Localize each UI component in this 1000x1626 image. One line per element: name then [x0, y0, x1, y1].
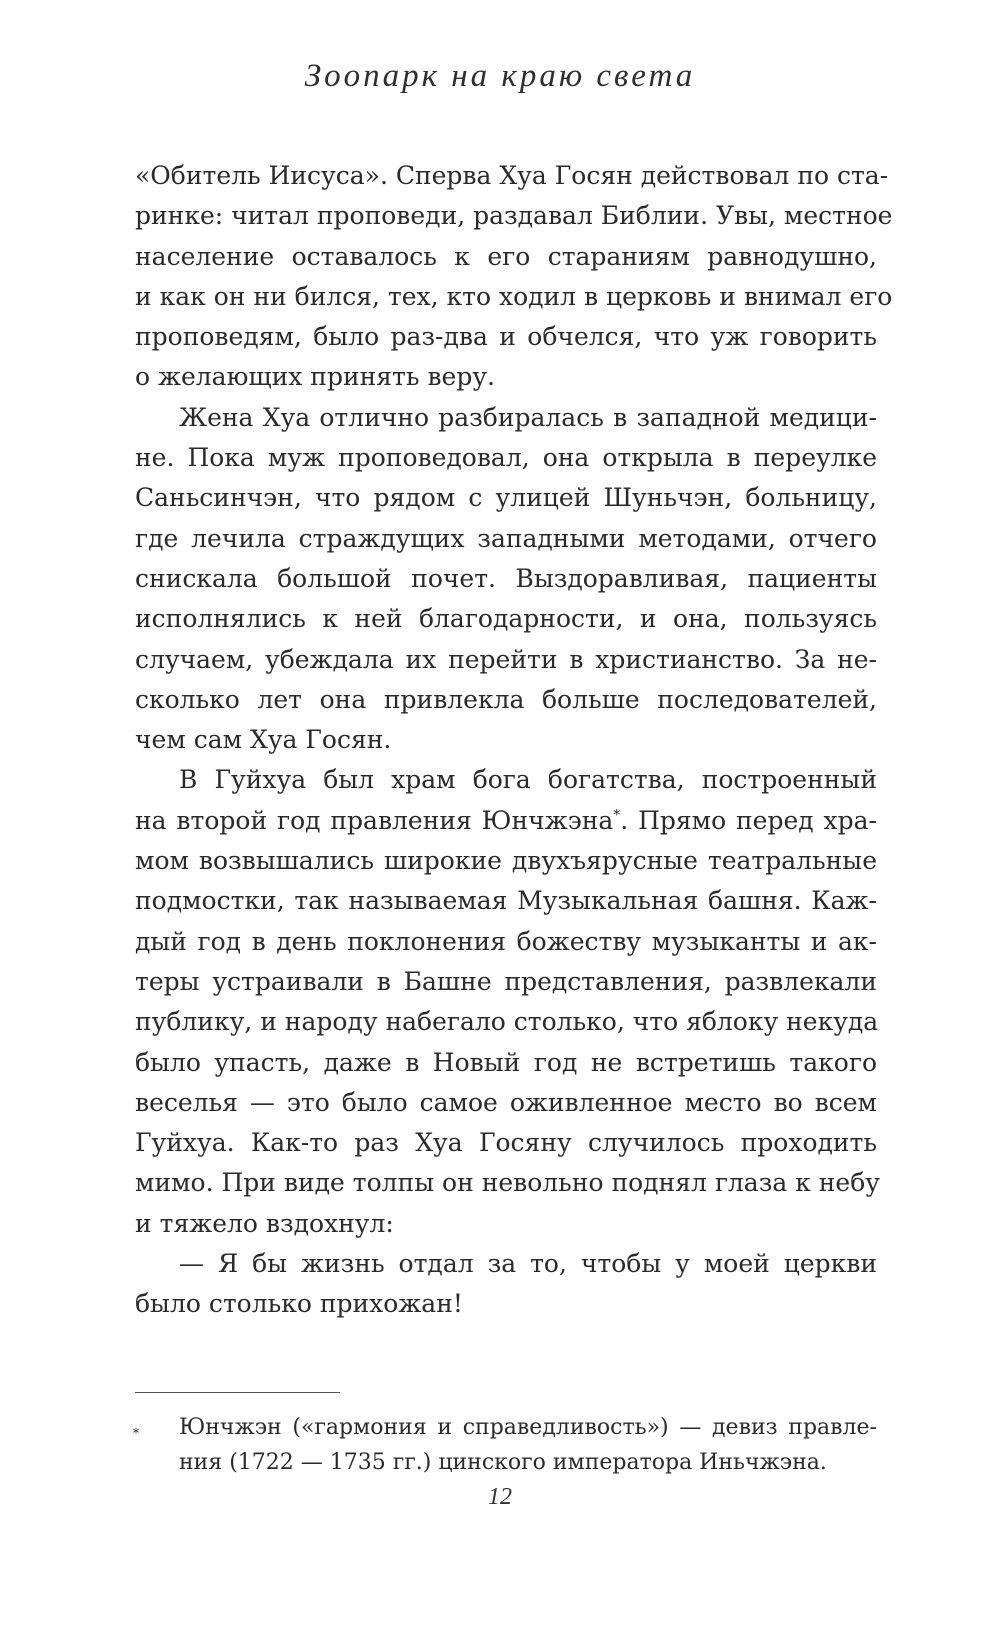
footnote-divider: [135, 1392, 340, 1393]
text-line: было столько прихожан!: [135, 1289, 463, 1319]
text-line: Жена Хуа отлично разбиралась в западной медици-: [179, 402, 877, 432]
text-line: случаем, убеждала их перейти в христианство. За не-: [135, 644, 877, 674]
text-line: было упасть, даже в Новый год не встретишь такого: [135, 1047, 877, 1077]
footnote-reference-mark: *: [613, 807, 621, 824]
text-line: и тяжело вздохнул:: [135, 1208, 394, 1238]
text-line: и как он ни бился, тех, кто ходил в церковь и внимал его: [135, 281, 893, 311]
text-line: где лечила страждущих западными методами, отчего: [135, 523, 877, 553]
text-line: — Я бы жизнь отдал за то, чтобы у моей церкви: [179, 1249, 877, 1279]
text-line: мом возвышались широкие двухъярусные театральные: [135, 846, 877, 876]
text-line: не. Пока муж проповедовал, она открыла в переулке: [135, 443, 877, 473]
text-line: подмостки, так называемая Музыкальная башня. Каж-: [135, 886, 877, 916]
text-line: проповедям, было раз-два и обчелся, что уж говорить: [135, 322, 877, 352]
text-line: сколько лет она привлекла больше последователей,: [135, 684, 877, 714]
text-line: веселья — это было самое оживленное место во всем: [135, 1087, 877, 1117]
text-line: исполнялись к ней благодарности, и она, пользуясь: [135, 604, 877, 634]
footnote-line: Юнчжэн («гармония и справедливость») — девиз правле-: [179, 1415, 877, 1440]
page-number: 12: [488, 1484, 512, 1510]
text-line: «Обитель Иисуса». Сперва Хуа Госян действовал по ста-: [135, 161, 889, 190]
text-line: Гуйхуа. Как-то раз Хуа Госяну случилось проходить: [135, 1128, 877, 1158]
text-line: ринке: читал проповеди, раздавал Библии. Увы, местное: [135, 201, 893, 231]
text-line-with-footnote: [135, 801, 877, 841]
text-fragment: на второй год правления Юнчжэна: [135, 805, 614, 835]
text-line: В Гуйхуа был храм бога богатства, построенный: [179, 765, 877, 795]
text-line: Саньсинчэн, что рядом с улицей Шуньчэн, больницу,: [135, 483, 877, 513]
text-line: дый год в день поклонения божеству музыканты и ак-: [135, 926, 877, 956]
running-head: Зоопарк на краю света: [304, 58, 696, 94]
body-text: [135, 156, 893, 1325]
text-line: снискала большой почет. Выздоравливая, пациенты: [135, 563, 877, 593]
text-line: публику, и народу набегало столько, что яблоку некуда: [135, 1007, 879, 1037]
text-line: мимо. При виде толпы он невольно поднял глаза к небу: [135, 1168, 880, 1198]
text-fragment: . Прямо перед хра-: [620, 805, 877, 835]
text-line: о желающих принять веру.: [135, 362, 495, 392]
footnote-marker: *: [133, 1426, 139, 1440]
text-line: теры устраивали в Башне представления, развлекали: [135, 966, 877, 996]
footnote-line: ния (1722 — 1735 гг.) цинского императора Иньчжэна.: [179, 1450, 827, 1475]
text-line: население оставалось к его стараниям равнодушно,: [135, 241, 877, 271]
text-line: чем сам Хуа Госян.: [135, 725, 392, 755]
footnote: [135, 1410, 877, 1480]
